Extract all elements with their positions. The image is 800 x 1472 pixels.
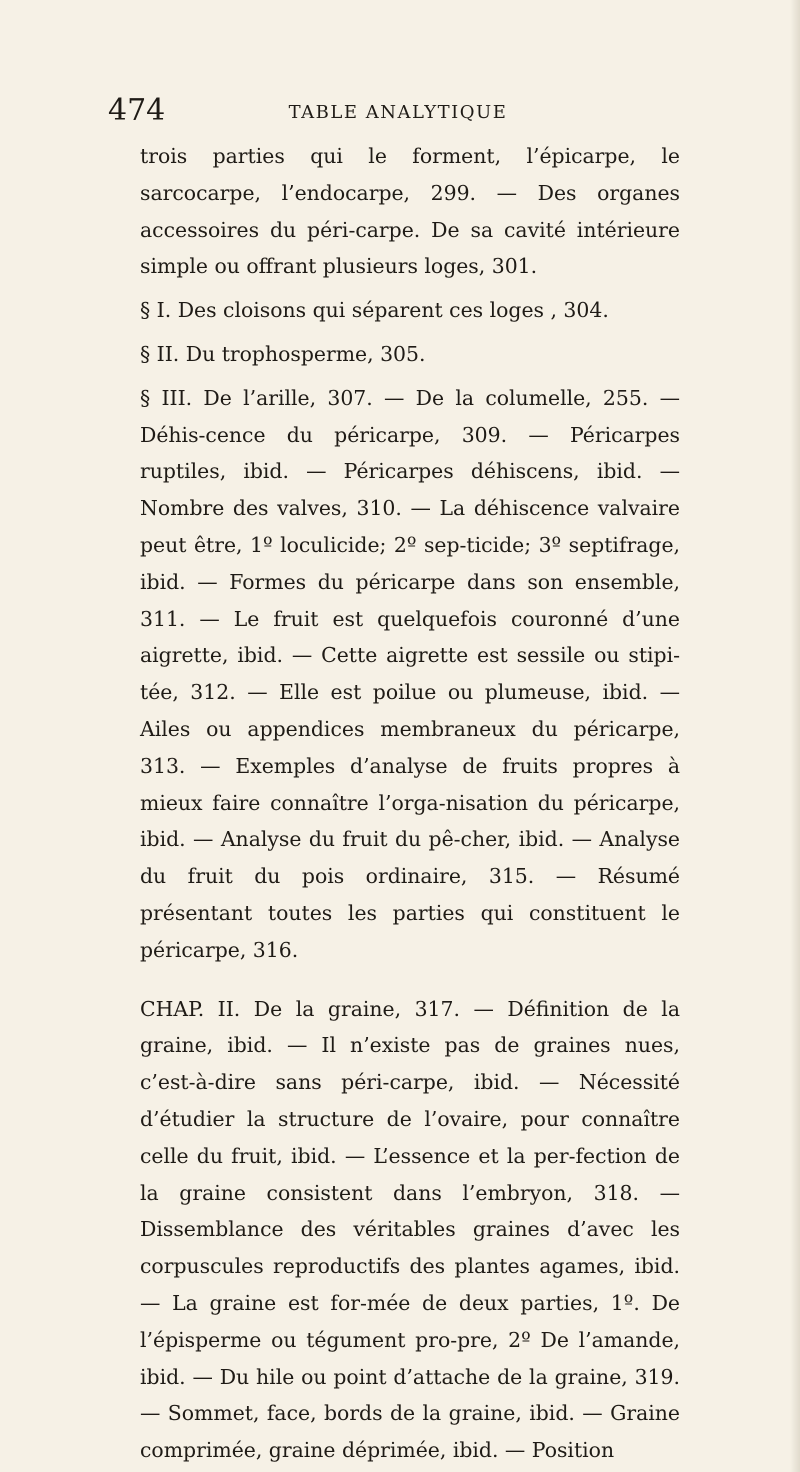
paragraph-pericarp-parts: trois parties qui le forment, l’épicarpe, le sarcocarpe, l’endocarpe, 299. — Des organes accessoires du péri-carpe. De sa cavité intérieure simple ou offrant plusieurs loges, 301. xyxy=(140,144,680,279)
page-edge-shadow xyxy=(790,0,800,1472)
page-number: 474 xyxy=(108,93,166,128)
page-header xyxy=(108,93,688,130)
page-body xyxy=(140,138,680,1469)
paragraph-chapter-ii: CHAP. II. De la graine, 317. — Définition de la graine, ibid. — Il n’existe pas de graines nues, c’est-à-dire sans péri-carpe, ibid. — Nécessité d’étudier la structure de l’ovaire, pour connaître celle du fruit, ibid. — L’essence et la per-fection de la graine consistent dans l’embryon, 318. — Dissemblance des véritables graines d’avec les corpuscules reproductifs des plantes agames, ibid. — La graine est for-mée de deux parties, 1º. De l’épisperme ou tégument pro-pre, 2º De l’amande, ibid. — Du hile ou point d’attache de la graine, 319. — Sommet, face, bords de la graine, ibid. — Graine comprimée, graine déprimée, ibid. — Position xyxy=(140,996,680,1463)
paragraph-section-iii: § III. De l’arille, 307. — De la columelle, 255. — Déhis-cence du péricarpe, 309. — Péricarpes ruptiles, ibid. — Péricarpes déhiscens, ibid. — Nombre des valves, 310. — La déhiscence valvaire peut être, 1º loculicide; 2º sep-ticide; 3º septifrage, ibid. — Formes du péricarpe dans son ensemble, 311. — Le fruit est quelquefois couronné d’une aigrette, ibid. — Cette aigrette est sessile ou stipi-tée, 312. — Elle est poilue ou plumeuse, ibid. — Ailes ou appendices membraneux du péricarpe, 313. — Exemples d’analyse de fruits propres à mieux faire connaître l’orga-nisation du péricarpe, ibid. — Analyse du fruit du pê-cher, ibid. — Analyse du fruit du pois ordinaire, 315. — Résumé présentant toutes les parties qui constituent le péricarpe, 316. xyxy=(140,385,680,962)
paragraph-section-i: § I. Des cloisons qui séparent ces loges , 304. xyxy=(140,298,609,323)
running-title: TABLE ANALYTIQUE xyxy=(288,102,508,123)
paragraph-section-ii: § II. Du trophosperme, 305. xyxy=(140,341,426,366)
